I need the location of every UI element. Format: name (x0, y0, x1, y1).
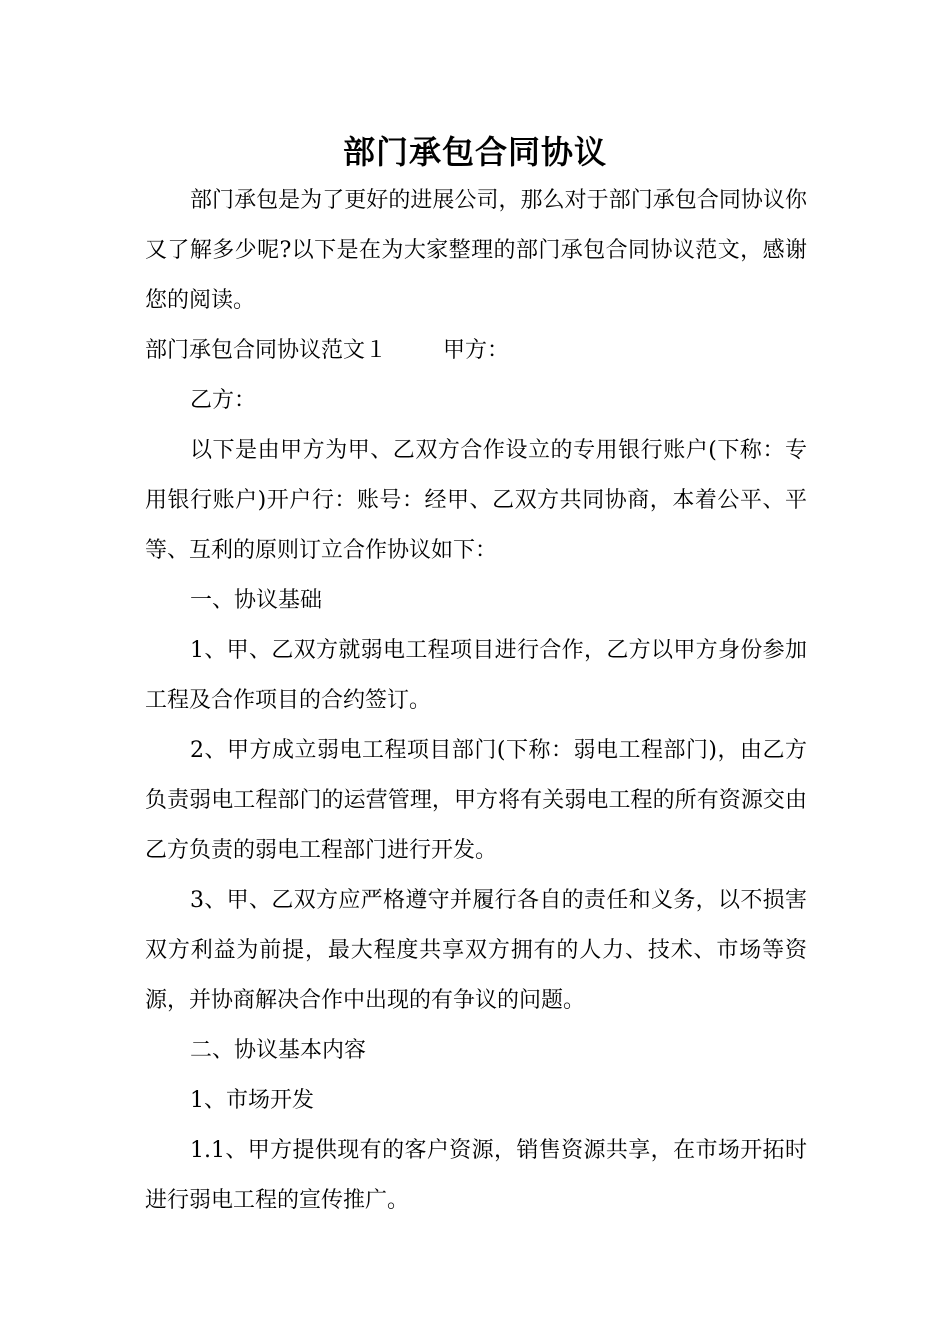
document-body (145, 176, 807, 1226)
section-heading-basis: 一、协议基础 (190, 588, 323, 613)
clause-3: 3、甲、乙双方应严格遵守并履行各自的责任和义务，以不损害双方利益为前提，最大程度共享双方拥有的人力、技术、市场等资源，并协商解决合作中出现的有争议的问题。 (145, 888, 807, 1013)
section-heading-content: 二、协议基本内容 (190, 1038, 367, 1063)
document-title: 部门承包合同协议 (342, 133, 607, 171)
subsection-market: 1、市场开发 (190, 1088, 314, 1113)
sample-heading: 部门承包合同协议范文１ (145, 338, 388, 363)
clause-1-1: 1.1、甲方提供现有的客户资源，销售资源共享，在市场开拓时进行弱电工程的宣传推广。 (145, 1138, 807, 1213)
clause-2: 2、甲方成立弱电工程项目部门(下称：弱电工程部门)，由乙方负责弱电工程部门的运营管理，甲方将有关弱电工程的所有资源交由乙方负责的弱电工程部门进行开发。 (145, 738, 807, 863)
intro-paragraph: 部门承包是为了更好的进展公司，那么对于部门承包合同协议你又了解多少呢?以下是在为大家整理的部门承包合同协议范文，感谢您的阅读。 (145, 188, 807, 313)
bank-account-paragraph: 以下是由甲方为甲、乙双方合作设立的专用银行账户(下称：专用银行账户)开户行：账号：经甲、乙双方共同协商，本着公平、平等、互利的原则订立合作协议如下： (145, 438, 807, 563)
clause-1: 1、甲、乙双方就弱电工程项目进行合作，乙方以甲方身份参加工程及合作项目的合约签订。 (145, 638, 807, 713)
sample-heading-line (145, 326, 807, 376)
party-a-label: 甲方： (443, 338, 510, 363)
party-b-label: 乙方： (190, 388, 257, 413)
